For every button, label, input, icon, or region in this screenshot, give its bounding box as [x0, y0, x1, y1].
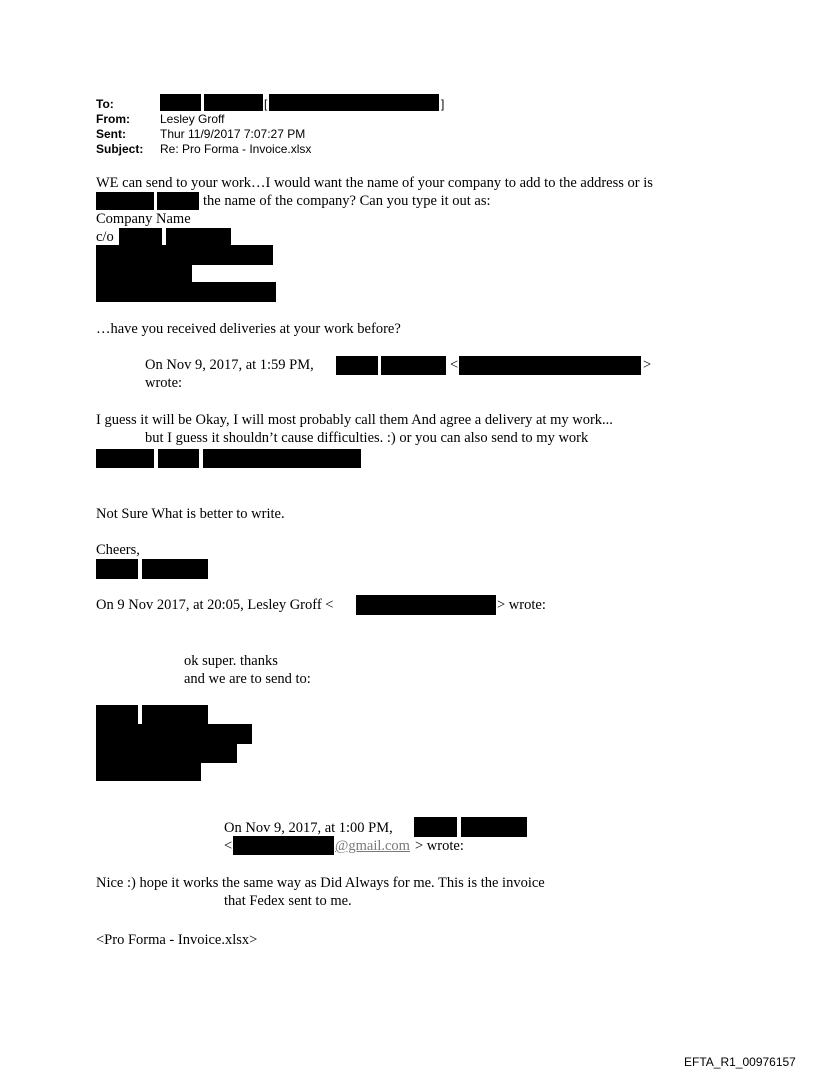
body-text: the name of the company? Can you type it out as: — [203, 193, 491, 209]
redaction-block — [269, 94, 439, 111]
quote-text: On Nov 9, 2017, at 1:59 PM, — [145, 357, 314, 373]
redaction-block — [119, 228, 162, 246]
attachment-name[interactable]: <Pro Forma - Invoice.xlsx> — [96, 932, 258, 948]
body-text: ok super. thanks — [184, 653, 278, 669]
quote-text: > — [643, 357, 652, 373]
from-label: From: — [96, 112, 130, 126]
body-text: c/o — [96, 229, 114, 245]
quote-text: wrote: — [145, 375, 183, 391]
redaction-block — [459, 356, 641, 375]
sent-value: Thur 11/9/2017 7:07:27 PM — [160, 127, 306, 141]
subject-label: Subject: — [96, 142, 144, 156]
sent-label: Sent: — [96, 127, 126, 141]
redaction-block — [142, 559, 208, 579]
quote-text: On 9 Nov 2017, at 20:05, Lesley Groff < — [96, 597, 334, 613]
body-text: …have you received deliveries at your work before? — [96, 321, 401, 337]
redaction-block — [336, 356, 378, 375]
body-text: but I guess it shouldn’t cause difficulties. :) or you can also send to my work — [145, 430, 589, 446]
redaction-block — [233, 836, 334, 855]
redaction-block — [96, 449, 154, 468]
quote-text: < — [450, 357, 459, 373]
redaction-block — [356, 595, 496, 615]
email-link[interactable]: @gmail.com — [335, 838, 410, 854]
redaction-block — [381, 356, 446, 375]
redaction-block — [96, 743, 237, 763]
subject-value: Re: Pro Forma - Invoice.xlsx — [160, 142, 312, 156]
body-text: I guess it will be Okay, I will most probably call them And agree a delivery at my work... — [96, 412, 613, 428]
redaction-block — [96, 192, 154, 210]
body-text: that Fedex sent to me. — [224, 893, 352, 909]
body-text: Nice :) hope it works the same way as Did Always for me. This is the invoice — [96, 875, 545, 891]
bates-number: EFTA_R1_00976157 — [684, 1055, 796, 1069]
signoff-text: Cheers, — [96, 542, 140, 558]
redaction-block — [96, 559, 138, 579]
quote-text: On Nov 9, 2017, at 1:00 PM, — [224, 820, 393, 836]
body-text: and we are to send to: — [184, 671, 311, 687]
redaction-block — [160, 94, 201, 111]
to-bracket-open: [ — [264, 97, 268, 111]
redaction-block — [158, 449, 199, 468]
redaction-block — [96, 761, 201, 781]
redaction-block — [96, 282, 276, 302]
body-text: Not Sure What is better to write. — [96, 506, 285, 522]
quote-text: > wrote: — [497, 597, 546, 613]
body-text: Company Name — [96, 211, 191, 227]
redaction-block — [204, 94, 263, 111]
quote-text: < — [224, 838, 233, 854]
from-value: Lesley Groff — [160, 112, 225, 126]
redaction-block — [166, 228, 231, 246]
redaction-block — [96, 724, 252, 744]
body-text: WE can send to your work…I would want the name of your company to add to the address or is — [96, 175, 653, 191]
redaction-block — [157, 192, 199, 210]
quote-text: > wrote: — [415, 838, 464, 854]
redaction-block — [96, 245, 273, 265]
to-label: To: — [96, 97, 114, 111]
to-bracket-close: ] — [441, 97, 445, 111]
redaction-block — [203, 449, 361, 468]
redaction-block — [414, 817, 457, 837]
redaction-block — [461, 817, 527, 837]
redaction-block — [96, 264, 192, 284]
